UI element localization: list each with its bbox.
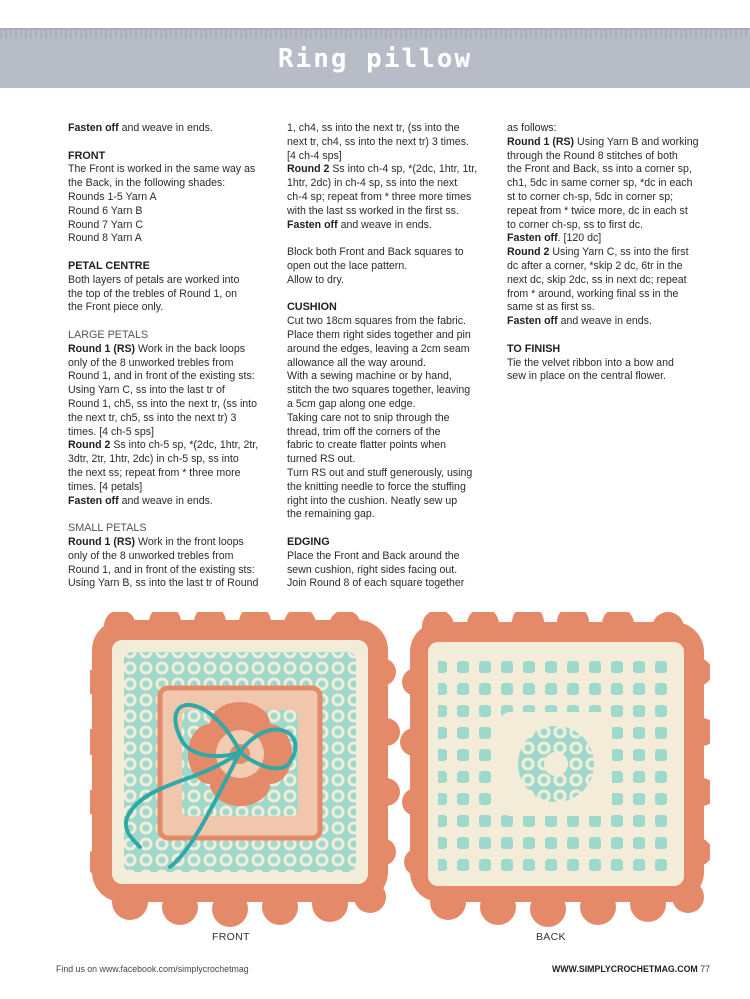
ring-pillow-photos (90, 612, 710, 942)
line: ch1, 5dc in same corner sp, *dc in each (507, 177, 693, 190)
text: and weave in ends. (118, 494, 213, 507)
bold-term: Round 1 (RS) (68, 535, 136, 548)
line (507, 136, 707, 150)
text: . [120 dc] (557, 232, 602, 245)
line: Place the Front and Back around the (287, 549, 460, 562)
line: from * around, working final ss in the (507, 287, 679, 300)
bold-term: Fasten off (68, 122, 119, 134)
heading-edging: EDGING (287, 535, 330, 548)
line: times. [4 ch-5 sps] (68, 425, 154, 438)
line (68, 536, 264, 550)
line: right into the cushion. Neatly sew up (287, 494, 458, 507)
line: fabric to create flatter points when (287, 439, 446, 452)
line (68, 343, 264, 357)
line: With a sewing machine or by hand, (287, 370, 452, 383)
bold-term: Round 1 (RS) (68, 342, 136, 355)
line (287, 163, 483, 177)
line: allowance all the way around. (287, 356, 426, 369)
heading-to-finish: TO FINISH (507, 342, 561, 355)
line: Turn RS out and stuff generously, using (287, 466, 473, 479)
back-pillow (400, 612, 710, 927)
line: stitch the two squares together, leaving (287, 384, 471, 397)
line: as follows: (507, 122, 557, 134)
line: the knitting needle to force the stuffing (287, 480, 466, 493)
bold-term: Fasten off (68, 494, 119, 507)
text: and weave in ends. (557, 315, 652, 328)
text: Ss into ch-4 sp, *(2dc, 1htr, 1tr, (329, 163, 478, 176)
line: Both layers of petals are worked into (68, 273, 240, 286)
line: The Front is worked in the same way as (68, 163, 256, 176)
line: the top of the trebles of Round 1, on (68, 287, 238, 300)
line: ch-4 sp; repeat from * three more times (287, 190, 472, 203)
line: through the Round 8 stitches of both (507, 149, 678, 162)
line (68, 439, 264, 453)
line: the Front and Back, ss into a corner sp, (507, 163, 692, 176)
line: only of the 8 unworked trebles from (68, 356, 234, 369)
bold-term: Round 2 (507, 246, 550, 259)
heading-cushion: CUSHION (287, 301, 337, 314)
page-title: Ring pillow (277, 44, 473, 74)
line: [4 ch-4 sps] (287, 149, 342, 162)
heading-petal-centre: PETAL CENTRE (68, 259, 150, 272)
line (507, 232, 707, 246)
line: dc after a corner, *skip 2 dc, 6tr in the (507, 259, 683, 272)
caption-back: BACK (536, 931, 566, 943)
heading-front: FRONT (68, 149, 106, 162)
line: the remaining gap. (287, 508, 375, 521)
text: Work in the back loops (135, 342, 246, 355)
line: the Front piece only. (68, 301, 164, 314)
text: Ss into ch-5 sp, *(2dc, 1htr, 2tr, (110, 439, 259, 452)
bold-term: Round 2 (68, 439, 111, 452)
line: thread, trim off the corners of the (287, 425, 441, 438)
line: the next ss; repeat from * three more (68, 466, 241, 479)
line: Allow to dry. (287, 273, 344, 286)
line: 3dtr, 2tr, 1htr, 2dc) in ch-5 sp, ss into (68, 453, 239, 466)
column-1 (68, 122, 264, 591)
title-band-texture (0, 30, 750, 38)
line: Join Round 8 of each square together (287, 577, 465, 590)
bold-term: Round 1 (RS) (507, 135, 575, 148)
line: only of the 8 unworked trebles from (68, 549, 234, 562)
text: and weave in ends. (118, 122, 213, 134)
line: Round 1, and in front of the existing sts: (68, 563, 255, 576)
line (507, 246, 707, 260)
column-3 (507, 122, 707, 384)
line: sew in place on the central flower. (507, 370, 666, 383)
column-2 (287, 122, 483, 591)
line: 1htr, 2dc) in ch-4 sp, ss into the next (287, 177, 458, 190)
text: and weave in ends. (337, 218, 432, 231)
line (68, 495, 264, 509)
line: repeat from * twice more, dc in each st (507, 204, 688, 217)
line: the Back, in the following shades: (68, 177, 226, 190)
footer-facebook: Find us on www.facebook.com/simplycrochetmag (56, 964, 249, 974)
bold-term: Fasten off (507, 232, 558, 245)
line: Using Yarn C, ss into the last tr of (68, 384, 225, 397)
line: times. [4 petals] (68, 480, 143, 493)
heading-small-petals: SMALL PETALS (68, 522, 147, 535)
line: Using Yarn B, ss into the last tr of Round (68, 577, 259, 590)
line: to corner ch-sp, ss to first dc. (507, 218, 643, 231)
line: around the edges, leaving a 2cm seam (287, 342, 470, 355)
bold-term: Fasten off (287, 218, 338, 231)
heading-large-petals: LARGE PETALS (68, 328, 149, 341)
line: Round 6 Yarn B (68, 204, 143, 217)
line: Round 7 Yarn C (68, 218, 143, 231)
line: Block both Front and Back squares to (287, 246, 464, 259)
text: Using Yarn C, ss into the first (549, 246, 689, 259)
line: next dc, skip 2dc, ss in next dc; repeat (507, 273, 687, 286)
line (507, 315, 707, 329)
line: sewn cushion, right sides facing out. (287, 563, 458, 576)
line: open out the lace pattern. (287, 259, 408, 272)
bold-term: Fasten off (507, 315, 558, 328)
front-pillow (90, 612, 400, 927)
paragraph (68, 122, 264, 136)
line: next tr, ch4, ss into the next tr) 3 times. (287, 135, 469, 148)
caption-front: FRONT (212, 931, 250, 943)
line (287, 219, 483, 233)
line: with the last ss worked in the first ss. (287, 204, 459, 217)
line: Round 1, ch5, ss into the next tr, (ss into (68, 397, 258, 410)
line: Round 8 Yarn A (68, 232, 142, 245)
footer-right (552, 964, 710, 974)
line: Place them right sides together and pin (287, 328, 471, 341)
line: turned RS out. (287, 453, 356, 466)
footer-website: WWW.SIMPLYCROCHETMAG.COM (551, 964, 698, 974)
line: a 5cm gap along one edge. (287, 397, 416, 410)
line: 1, ch4, ss into the next tr, (ss into the (287, 122, 460, 134)
line: Round 1, and in front of the existing sts: (68, 370, 255, 383)
line: Rounds 1-5 Yarn A (68, 190, 157, 203)
text: Using Yarn B and working (574, 135, 699, 148)
line: same st as first ss. (507, 301, 595, 314)
line: Taking care not to snip through the (287, 411, 450, 424)
text: Work in the front loops (135, 535, 244, 548)
line: the next tr, ch5, ss into the next tr) 3 (68, 411, 237, 424)
line: st to corner ch-sp, 5dc in corner sp; (507, 190, 674, 203)
page-number: 77 (700, 964, 710, 974)
bold-term: Round 2 (287, 163, 330, 176)
line: Cut two 18cm squares from the fabric. (287, 315, 466, 328)
line: Tie the velvet ribbon into a bow and (507, 356, 674, 369)
